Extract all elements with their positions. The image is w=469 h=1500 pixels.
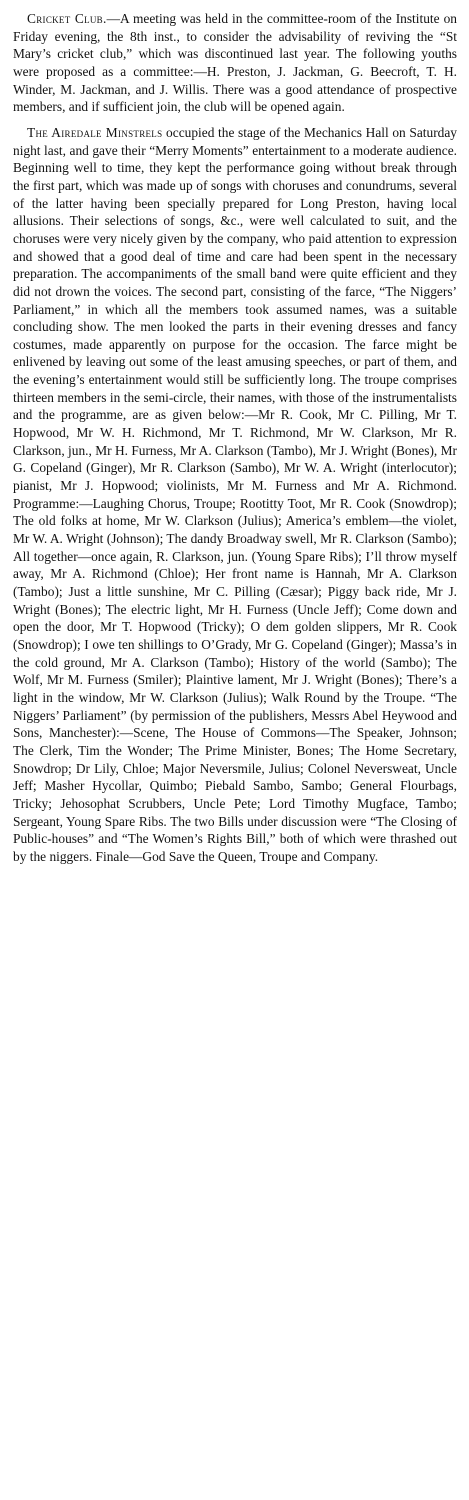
- article-lead: The Airedale Minstrels: [27, 124, 163, 140]
- article-body: occupied the stage of the Mechanics Hall on Saturday night last, and gave their “Merry Moments” entertainment to a moderate audience. Beginning well to time, they kept the performance going without break through the first part, which was made up of songs with choruses and conundrums, several of the latter having been specially prepared for Long Preston, having local allusions. Their selections of songs, &c., were well calculated to suit, and the choruses were very nicely given by the company, who paid attention to expression and showed that a good deal of time and care had been spent in the necessary preparation. The accompaniments of the small band were quite efficient and they did not drown the voices. The second part, consisting of the farce, “The Niggers’ Parliament,” in which all the members took assumed names, was a suitable concluding show. The men looked the parts in their evening dresses and fancy costumes, made apparently on purpose for the occasion. The farce might be enlivened by leaving out some of the least amusing speeches, or part of them, and the evening’s entertainment would still be sufficiently long. The troupe comprises thirteen members in the semi-circle, their names, with those of the instrumentalists and the programme, are as given below:—Mr R. Cook, Mr C. Pilling, Mr T. Hopwood, Mr W. H. Richmond, Mr T. Richmond, Mr W. Clarkson, Mr R. Clarkson, jun., Mr H. Furness, Mr A. Clarkson (Tambo), Mr J. Wright (Bones), Mr G. Copeland (Ginger), Mr R. Clarkson (Sambo), Mr W. A. Wright (interlocutor); pianist, Mr J. Hopwood; violinists, Mr M. Furness and Mr A. Richmond. Programme:—Laughing Chorus, Troupe; Rootitty Toot, Mr R. Cook (Snowdrop); The old folks at home, Mr W. Clarkson (Julius); America’s emblem—the violet, Mr W. A. Wright (Johnson); The dandy Broadway swell, Mr R. Clarkson (Sambo); All together—once again, R. Clarkson, jun. (Young Spare Ribs); I’ll throw myself away, Mr A. Richmond (Chloe); Her front name is Hannah, Mr A. Clarkson (Tambo); Just a little sunshine, Mr C. Pilling (Cæsar); Piggy back ride, Mr J. Wright (Bones); The electric light, Mr H. Furness (Uncle Jeff); Come down and open the door, Mr T. Hopwood (Tricky); O dem golden slippers, Mr R. Cook (Snowdrop); I owe ten shillings to O’Grady, Mr G. Copeland (Ginger); Massa’s in the cold ground, Mr A. Clarkson (Tambo); History of the world (Sambo); The Wolf, Mr M. Furness (Smiler); Plaintive lament, Mr J. Wright (Bones); There’s a light in the window, Mr W. Clarkson (Julius); Walk Round by the Troupe. “The Niggers’ Parliament” (by permission of the publishers, Messrs Abel Heywood and Sons, Manchester):—Scene, The House of Commons—The Speaker, Johnson; The Clerk, Tim the Wonder; The Prime Minister, Bones; The Home Secretary, Snowdrop; Dr Lily, Chloe; Major Neversmile, Julius; Colonel Neversweat, Uncle Jeff; Masher Hycollar, Quimbo; Piebald Sambo, Sambo; General Flourbags, Tricky; Jehosophat Scrubbers, Uncle Pete; Lord Timothy Mugface, Tambo; Sergeant, Young Spare Ribs. The two Bills under discussion were “The Closing of Public-houses” and “The Women’s Rights Bill,” both of which were thrashed out by the niggers. Finale—God Save the Queen, Troupe and Company.: [13, 124, 457, 864]
- article-lead: Cricket Club.: [27, 11, 107, 26]
- article-body: —A meeting was held in the committee-room of the Institute on Friday evening, the 8th inst., to consider the advisability of reviving the “St Mary’s cricket club,” which was discontinued last year. The following youths were proposed as a committee:—H. Preston, J. Jackman, G. Beecroft, T. H. Winder, M. Jackman, and J. Willis. There was a good attendance of prospective members, and if sufficient join, the club will be opened again.: [13, 11, 457, 115]
- article-airedale-minstrels: [13, 124, 457, 866]
- article-cricket-club: [13, 10, 457, 116]
